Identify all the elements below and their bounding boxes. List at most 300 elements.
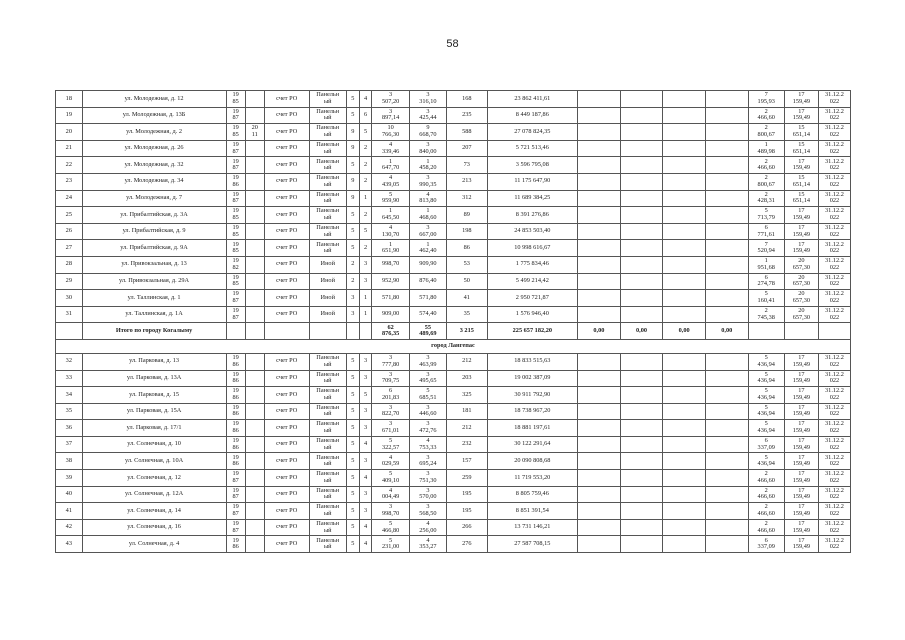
row-max-cost: 20 657,30 (784, 306, 818, 323)
row-number: 32 (56, 353, 83, 370)
row-empty-2 (620, 436, 663, 453)
row-empty-3 (663, 453, 706, 470)
row-deadline: 31.12.2 022 (818, 290, 850, 307)
row-number: 23 (56, 173, 83, 190)
row-residents: 212 (447, 353, 487, 370)
row-max-cost: 17 159,49 (784, 536, 818, 553)
row-fund-method: счет РО (264, 387, 309, 404)
table-row (56, 256, 851, 273)
row-cost: 3 596 795,08 (487, 157, 578, 174)
row-empty-3 (663, 370, 706, 387)
row-floors: 5 (346, 453, 359, 470)
row-empty-3 (663, 240, 706, 257)
row-wall-material: Панельн ый (309, 240, 346, 257)
row-wall-material: Панельн ый (309, 207, 346, 224)
row-empty-2 (620, 256, 663, 273)
row-empty-2 (620, 387, 663, 404)
row-floors: 5 (346, 503, 359, 520)
row-number: 19 (56, 107, 83, 124)
row-total-area: 4 029,59 (372, 453, 409, 470)
row-max-cost: 17 159,49 (784, 403, 818, 420)
total-zero-1: 0,00 (578, 323, 621, 340)
row-cost: 27 587 708,15 (487, 536, 578, 553)
row-max-cost: 15 651,14 (784, 124, 818, 141)
row-year-built: 19 86 (226, 370, 245, 387)
row-wall-material: Панельн ый (309, 107, 346, 124)
row-entrances: 4 (359, 91, 372, 108)
row-deadline: 31.12.2 022 (818, 173, 850, 190)
row-empty-1 (578, 240, 621, 257)
row-unit-cost: 5 436,94 (748, 420, 784, 437)
row-floors: 5 (346, 420, 359, 437)
row-max-cost: 17 159,49 (784, 223, 818, 240)
row-residents: 86 (447, 240, 487, 257)
row-floors: 3 (346, 290, 359, 307)
row-wall-material: Панельн ый (309, 420, 346, 437)
row-total-area: 1 645,50 (372, 207, 409, 224)
row-empty-1 (578, 273, 621, 290)
row-fund-method: счет РО (264, 403, 309, 420)
row-total-area: 4 004,49 (372, 486, 409, 503)
row-year-commissioning (245, 453, 264, 470)
row-floors: 5 (346, 470, 359, 487)
row-deadline: 31.12.2 022 (818, 370, 850, 387)
row-fund-method: счет РО (264, 519, 309, 536)
row-unit-cost: 2 466,60 (748, 157, 784, 174)
row-empty-1 (578, 453, 621, 470)
row-floors: 5 (346, 536, 359, 553)
row-empty-2 (620, 240, 663, 257)
row-empty-4 (705, 107, 748, 124)
row-floors: 5 (346, 223, 359, 240)
total-row (56, 323, 851, 340)
row-entrances: 5 (359, 223, 372, 240)
row-living-area: 4 813,80 (409, 190, 446, 207)
row-year-built: 19 86 (226, 536, 245, 553)
row-fund-method: счет РО (264, 173, 309, 190)
total-zero-3: 0,00 (663, 323, 706, 340)
row-living-area: 3 316,10 (409, 91, 446, 108)
row-living-area: 3 463,99 (409, 353, 446, 370)
row-empty-2 (620, 519, 663, 536)
row-year-commissioning (245, 387, 264, 404)
row-number: 33 (56, 370, 83, 387)
row-cost: 24 853 503,40 (487, 223, 578, 240)
row-residents: 259 (447, 470, 487, 487)
table-row (56, 503, 851, 520)
table-row (56, 387, 851, 404)
row-year-built: 19 82 (226, 256, 245, 273)
row-empty-2 (620, 190, 663, 207)
page-number: 58 (446, 38, 459, 50)
row-floors: 5 (346, 353, 359, 370)
row-empty-4 (705, 240, 748, 257)
row-empty-2 (620, 207, 663, 224)
row-residents: 232 (447, 436, 487, 453)
row-empty-1 (578, 387, 621, 404)
row-empty-2 (620, 470, 663, 487)
row-unit-cost: 2 466,60 (748, 519, 784, 536)
row-residents: 89 (447, 207, 487, 224)
row-fund-method: счет РО (264, 124, 309, 141)
row-address: ул. Молодежная, д. 13Б (82, 107, 226, 124)
row-address: ул. Прибалтийская, д. 9 (82, 223, 226, 240)
row-fund-method: счет РО (264, 107, 309, 124)
row-empty-4 (705, 91, 748, 108)
row-number: 29 (56, 273, 83, 290)
row-residents: 207 (447, 140, 487, 157)
row-floors: 5 (346, 486, 359, 503)
row-living-area: 1 458,20 (409, 157, 446, 174)
row-wall-material: Панельн ый (309, 223, 346, 240)
row-living-area: 574,40 (409, 306, 446, 323)
row-address: ул. Таллинская, д. 1 (82, 290, 226, 307)
row-floors: 5 (346, 387, 359, 404)
row-entrances: 2 (359, 157, 372, 174)
row-year-built: 19 87 (226, 486, 245, 503)
table-row (56, 157, 851, 174)
row-cost: 11 719 553,20 (487, 470, 578, 487)
row-unit-cost: 2 466,60 (748, 486, 784, 503)
row-wall-material: Иной (309, 256, 346, 273)
row-floors: 2 (346, 273, 359, 290)
row-empty-2 (620, 91, 663, 108)
row-residents: 198 (447, 223, 487, 240)
row-living-area: 3 695,24 (409, 453, 446, 470)
row-empty-2 (620, 223, 663, 240)
row-empty-1 (578, 91, 621, 108)
row-empty-3 (663, 436, 706, 453)
row-entrances: 4 (359, 436, 372, 453)
row-residents: 276 (447, 536, 487, 553)
row-max-cost: 15 651,14 (784, 173, 818, 190)
row-cost: 5 721 513,46 (487, 140, 578, 157)
row-cost: 5 499 214,42 (487, 273, 578, 290)
row-wall-material: Панельн ый (309, 486, 346, 503)
row-floors: 5 (346, 370, 359, 387)
row-unit-cost: 6 274,78 (748, 273, 784, 290)
row-year-commissioning (245, 420, 264, 437)
row-empty-3 (663, 420, 706, 437)
row-number: 34 (56, 387, 83, 404)
row-year-built: 19 87 (226, 519, 245, 536)
row-total-area: 5 231,00 (372, 536, 409, 553)
row-living-area: 3 446,60 (409, 403, 446, 420)
row-total-area: 4 439,05 (372, 173, 409, 190)
row-fund-method: счет РО (264, 420, 309, 437)
row-year-built: 19 87 (226, 470, 245, 487)
row-max-cost: 15 651,14 (784, 140, 818, 157)
row-total-area: 3 671,01 (372, 420, 409, 437)
row-floors: 2 (346, 256, 359, 273)
row-living-area: 5 685,51 (409, 387, 446, 404)
row-address: ул. Привокзальная, д. 13 (82, 256, 226, 273)
row-address: ул. Солнечная, д. 16 (82, 519, 226, 536)
row-fund-method: счет РО (264, 436, 309, 453)
row-residents: 213 (447, 173, 487, 190)
row-total-area: 6 201,83 (372, 387, 409, 404)
row-empty-1 (578, 470, 621, 487)
row-living-area: 4 753,33 (409, 436, 446, 453)
row-unit-cost: 5 436,94 (748, 403, 784, 420)
row-deadline: 31.12.2 022 (818, 157, 850, 174)
row-empty-1 (578, 486, 621, 503)
row-unit-cost: 2 466,60 (748, 503, 784, 520)
row-cost: 8 805 759,46 (487, 486, 578, 503)
row-floors: 5 (346, 107, 359, 124)
row-cost: 13 731 146,21 (487, 519, 578, 536)
row-wall-material: Панельн ый (309, 140, 346, 157)
row-living-area: 1 462,40 (409, 240, 446, 257)
row-year-built: 19 86 (226, 453, 245, 470)
row-wall-material: Иной (309, 290, 346, 307)
row-total-area: 4 130,70 (372, 223, 409, 240)
table-row (56, 107, 851, 124)
table-row (56, 453, 851, 470)
row-total-area: 952,90 (372, 273, 409, 290)
table-body-totals (56, 323, 851, 354)
row-floors: 5 (346, 207, 359, 224)
row-entrances: 2 (359, 140, 372, 157)
row-cost: 23 862 411,61 (487, 91, 578, 108)
row-total-area: 3 507,20 (372, 91, 409, 108)
row-residents: 195 (447, 486, 487, 503)
row-empty-1 (578, 353, 621, 370)
row-fund-method: счет РО (264, 453, 309, 470)
row-living-area: 3 568,50 (409, 503, 446, 520)
row-entrances: 2 (359, 240, 372, 257)
row-empty-2 (620, 140, 663, 157)
row-max-cost: 17 159,49 (784, 436, 818, 453)
row-address: ул. Прибалтийская, д. 3А (82, 207, 226, 224)
row-empty-1 (578, 124, 621, 141)
row-year-commissioning (245, 157, 264, 174)
row-fund-method: счет РО (264, 353, 309, 370)
row-floors: 5 (346, 436, 359, 453)
row-entrances: 3 (359, 256, 372, 273)
row-empty-1 (578, 420, 621, 437)
row-fund-method: счет РО (264, 470, 309, 487)
row-deadline: 31.12.2 022 (818, 470, 850, 487)
row-empty-1 (578, 107, 621, 124)
row-deadline: 31.12.2 022 (818, 107, 850, 124)
row-living-area: 3 751,30 (409, 470, 446, 487)
row-year-built: 19 86 (226, 387, 245, 404)
row-deadline: 31.12.2 022 (818, 273, 850, 290)
section-title: город Лангепас (56, 339, 851, 353)
row-cost: 8 391 276,86 (487, 207, 578, 224)
row-deadline: 31.12.2 022 (818, 140, 850, 157)
row-number: 41 (56, 503, 83, 520)
row-empty-3 (663, 403, 706, 420)
row-entrances: 3 (359, 403, 372, 420)
row-wall-material: Панельн ый (309, 403, 346, 420)
row-address: ул. Молодежная, д. 34 (82, 173, 226, 190)
row-cost: 18 833 515,63 (487, 353, 578, 370)
row-deadline: 31.12.2 022 (818, 306, 850, 323)
row-wall-material: Панельн ый (309, 536, 346, 553)
row-wall-material: Панельн ый (309, 91, 346, 108)
row-unit-cost: 2 466,60 (748, 470, 784, 487)
row-empty-4 (705, 403, 748, 420)
table-row (56, 290, 851, 307)
row-cost: 8 449 187,86 (487, 107, 578, 124)
row-wall-material: Панельн ый (309, 519, 346, 536)
row-residents: 50 (447, 273, 487, 290)
row-entrances: 3 (359, 486, 372, 503)
row-year-built: 19 87 (226, 290, 245, 307)
row-max-cost: 20 657,30 (784, 290, 818, 307)
total-people: 3 215 (447, 323, 487, 340)
row-empty-2 (620, 453, 663, 470)
row-residents: 312 (447, 190, 487, 207)
row-unit-cost: 5 436,94 (748, 387, 784, 404)
row-number: 40 (56, 486, 83, 503)
row-living-area: 9 668,70 (409, 124, 446, 141)
row-empty-2 (620, 403, 663, 420)
row-empty-3 (663, 124, 706, 141)
row-empty-1 (578, 140, 621, 157)
total-label: Итого по городу Когалыму (82, 323, 226, 340)
row-empty-3 (663, 353, 706, 370)
row-empty-3 (663, 503, 706, 520)
row-year-commissioning (245, 470, 264, 487)
row-year-commissioning (245, 536, 264, 553)
row-max-cost: 17 159,49 (784, 353, 818, 370)
row-number: 25 (56, 207, 83, 224)
row-empty-4 (705, 273, 748, 290)
row-address: ул. Привокзальная, д. 29А (82, 273, 226, 290)
row-unit-cost: 1 951,68 (748, 256, 784, 273)
row-empty-3 (663, 223, 706, 240)
row-fund-method: счет РО (264, 140, 309, 157)
row-empty-4 (705, 503, 748, 520)
row-year-built: 19 85 (226, 240, 245, 257)
row-address: ул. Солнечная, д. 14 (82, 503, 226, 520)
row-residents: 168 (447, 91, 487, 108)
row-wall-material: Панельн ый (309, 173, 346, 190)
row-floors: 5 (346, 519, 359, 536)
row-total-area: 5 466,80 (372, 519, 409, 536)
row-entrances: 1 (359, 290, 372, 307)
row-year-built: 19 86 (226, 353, 245, 370)
row-year-built: 19 86 (226, 420, 245, 437)
total-area: 62 876,35 (372, 323, 409, 340)
row-year-built: 19 86 (226, 403, 245, 420)
row-empty-4 (705, 436, 748, 453)
table-body-kogalym (56, 91, 851, 323)
row-fund-method: счет РО (264, 256, 309, 273)
row-address: ул. Прибалтийская, д. 9А (82, 240, 226, 257)
row-living-area: 3 570,00 (409, 486, 446, 503)
row-floors: 5 (346, 157, 359, 174)
row-number: 22 (56, 157, 83, 174)
row-residents: 588 (447, 124, 487, 141)
row-year-built: 19 85 (226, 223, 245, 240)
table-row (56, 486, 851, 503)
row-address: ул. Молодежная, д. 2 (82, 124, 226, 141)
row-unit-cost: 6 771,61 (748, 223, 784, 240)
row-year-commissioning (245, 173, 264, 190)
row-cost: 1 576 946,40 (487, 306, 578, 323)
row-empty-2 (620, 353, 663, 370)
total-cost: 225 657 182,20 (487, 323, 578, 340)
table-row (56, 207, 851, 224)
row-entrances: 3 (359, 353, 372, 370)
row-empty-2 (620, 273, 663, 290)
row-residents: 325 (447, 387, 487, 404)
row-cost: 18 881 197,61 (487, 420, 578, 437)
row-year-built: 19 87 (226, 503, 245, 520)
row-empty-4 (705, 306, 748, 323)
row-cost: 19 002 387,09 (487, 370, 578, 387)
row-empty-1 (578, 173, 621, 190)
row-empty-1 (578, 207, 621, 224)
row-residents: 181 (447, 403, 487, 420)
total-zero-2: 0,00 (620, 323, 663, 340)
row-max-cost: 17 159,49 (784, 107, 818, 124)
row-empty-4 (705, 387, 748, 404)
row-address: ул. Парковая, д. 15А (82, 403, 226, 420)
row-empty-3 (663, 387, 706, 404)
row-number: 21 (56, 140, 83, 157)
row-cost: 11 689 384,25 (487, 190, 578, 207)
row-unit-cost: 2 800,67 (748, 173, 784, 190)
row-year-built: 19 85 (226, 124, 245, 141)
row-max-cost: 17 159,49 (784, 370, 818, 387)
row-cost: 27 078 824,35 (487, 124, 578, 141)
row-year-built: 19 86 (226, 173, 245, 190)
row-wall-material: Панельн ый (309, 387, 346, 404)
table-row (56, 240, 851, 257)
row-fund-method: счет РО (264, 306, 309, 323)
row-empty-4 (705, 190, 748, 207)
row-total-area: 5 409,10 (372, 470, 409, 487)
row-address: ул. Молодежная, д. 7 (82, 190, 226, 207)
row-residents: 212 (447, 420, 487, 437)
row-year-built: 19 87 (226, 107, 245, 124)
row-max-cost: 17 159,49 (784, 157, 818, 174)
row-empty-2 (620, 370, 663, 387)
row-entrances: 3 (359, 420, 372, 437)
row-entrances: 3 (359, 453, 372, 470)
row-deadline: 31.12.2 022 (818, 403, 850, 420)
row-fund-method: счет РО (264, 503, 309, 520)
row-unit-cost: 5 436,94 (748, 453, 784, 470)
row-residents: 41 (447, 290, 487, 307)
row-residents: 266 (447, 519, 487, 536)
row-empty-4 (705, 536, 748, 553)
row-empty-4 (705, 420, 748, 437)
row-max-cost: 15 651,14 (784, 190, 818, 207)
row-empty-2 (620, 486, 663, 503)
row-empty-2 (620, 503, 663, 520)
row-max-cost: 17 159,49 (784, 503, 818, 520)
row-empty-4 (705, 353, 748, 370)
table-row (56, 436, 851, 453)
row-fund-method: счет РО (264, 190, 309, 207)
row-living-area: 4 256,00 (409, 519, 446, 536)
row-deadline: 31.12.2 022 (818, 207, 850, 224)
row-entrances: 5 (359, 124, 372, 141)
row-max-cost: 17 159,49 (784, 91, 818, 108)
row-empty-3 (663, 486, 706, 503)
row-floors: 9 (346, 140, 359, 157)
row-entrances: 3 (359, 370, 372, 387)
row-wall-material: Панельн ый (309, 503, 346, 520)
row-entrances: 4 (359, 536, 372, 553)
row-unit-cost: 7 520,94 (748, 240, 784, 257)
